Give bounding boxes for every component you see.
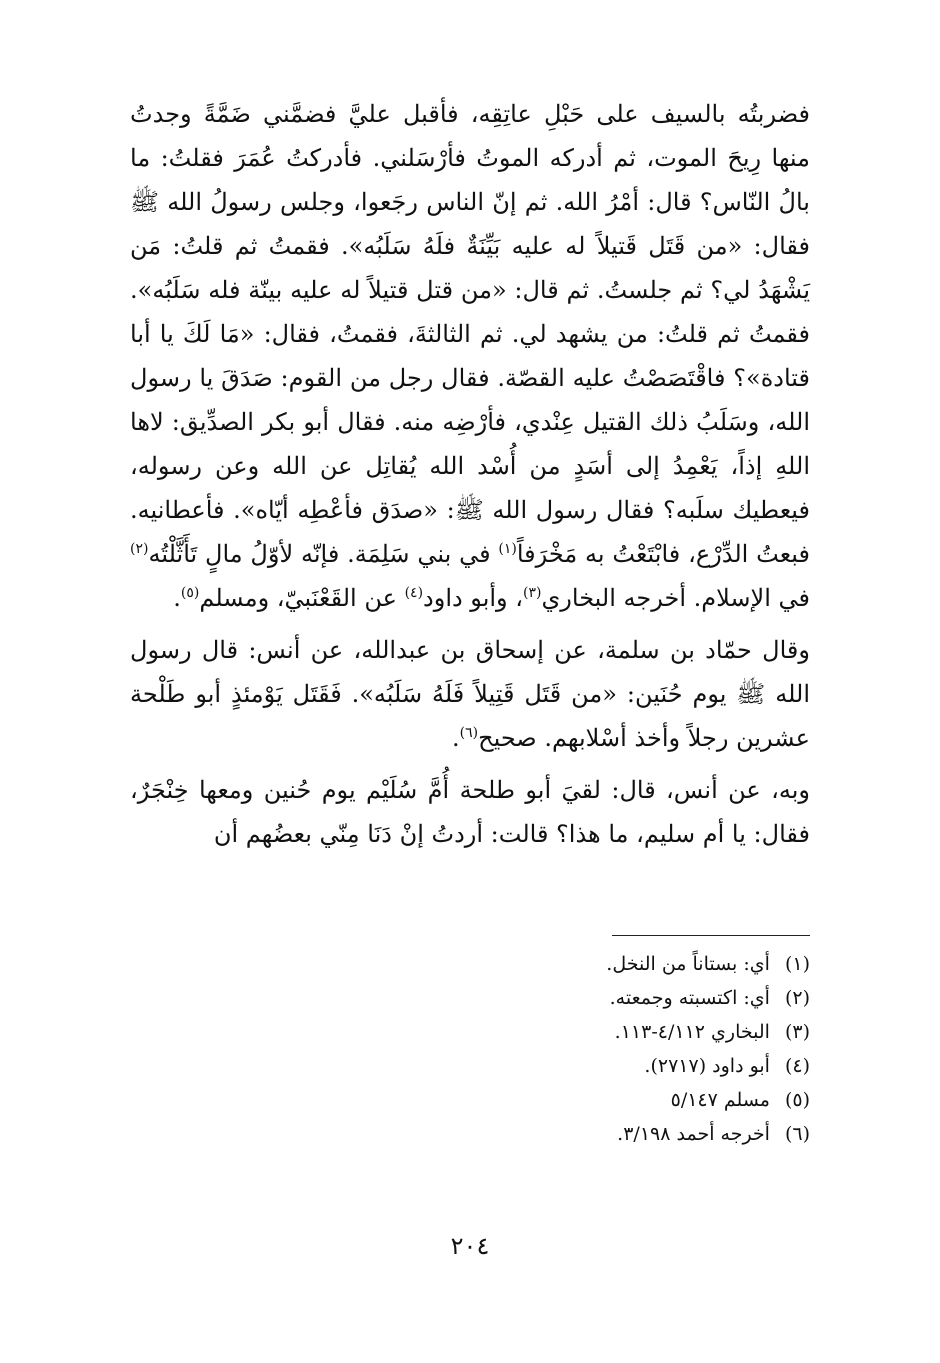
body-paragraph xyxy=(130,768,810,856)
footnote-item xyxy=(430,1117,810,1151)
footnote-number: (٦) xyxy=(784,1123,810,1145)
footnote-reference: (٢) xyxy=(130,541,149,557)
footnote-number: (١) xyxy=(784,953,810,975)
paragraph-text: ، وأبو داود xyxy=(423,584,524,612)
footnote-reference: (٤) xyxy=(404,585,424,601)
footnote-reference: (١) xyxy=(498,541,517,557)
footnote-text: أخرجه أحمد ٣/١٩٨. xyxy=(617,1123,770,1145)
footnote-number: (٢) xyxy=(784,987,810,1009)
footnote-item xyxy=(430,1083,810,1117)
paragraph-text: عن القَعْنَبيّ، ومسلم xyxy=(199,584,405,612)
paragraph-text: . xyxy=(173,584,181,612)
footnote-reference: (٥) xyxy=(180,585,200,601)
body-paragraph xyxy=(130,628,810,760)
paragraph-text: فضربتُه بالسيف على حَبْلِ عاتِقِه، فأقبل عليَّ فضمَّني ضَمَّةً وجدتُ منها رِيحَ الموت، ثم أدركه الموتُ فأرْسَلني. فأدركتُ عُمَرَ فقلتُ: ما بالُ النّاس؟ قال: أمْرُ الله. ثم إنّ الناس رجَعوا، وجلس رسولُ الله ﷺ فقال: «من قَتَل قَتيلاً له عليه بَيِّنَةٌ فلَهُ سَلَبُه». فقمتُ ثم قلتُ: مَن يَشْهَدُ لي؟ ثم جلستُ. ثم قال: «من قتل قتيلاً له عليه بينّة فله سَلَبُه». فقمتُ ثم قلتُ: من يشهد لي. ثم الثالثةَ، فقمتُ، فقال: «مَا لَكَ يا أبا قتادة»؟ فاقْتَصَصْتُ عليه القصّة. فقال رجل من القوم: صَدَقَ يا رسول الله، وسَلَبُ ذلك القتيل عِنْدي، فأرْضِه منه. فقال أبو بكر الصدِّيق: لاها اللهِ إذاً، يَعْمِدُ إلى أسَدٍ من أُسْد الله يُقاتِل عن الله وعن رسوله، فيعطيك سلَبه؟ فقال رسول الله ﷺ: «صدَق فأعْطِه أيّاه». فأعطانيه. فبعتُ الدِّرْع، فابْتَعْتُ به مَخْرَفاً xyxy=(130,100,810,568)
footnotes-list xyxy=(430,947,810,1151)
footnote-text: أي: اكتسبته وجمعته. xyxy=(609,987,770,1009)
footnote-text: أي: بستاناً من النخل. xyxy=(606,953,770,975)
footnote-reference: (٦) xyxy=(459,725,479,741)
footnote-item xyxy=(430,947,810,981)
paragraph-text: في بني سَلِمَة. فإنّه لأوّلُ مالٍ تَأَثَّلْتُه xyxy=(148,540,499,568)
footnote-number: (٤) xyxy=(784,1055,810,1077)
page-number: ٢٠٤ xyxy=(450,1232,490,1260)
main-text xyxy=(130,92,810,856)
paragraph-text: في الإسلام. أخرجه البخاري xyxy=(541,584,810,612)
footnote-reference: (٣) xyxy=(523,585,542,601)
footnote-item xyxy=(430,981,810,1015)
footnote-item xyxy=(430,1015,810,1049)
footnote-separator xyxy=(612,935,810,936)
footnote-text: البخاري ٤/١١٢-١١٣. xyxy=(614,1021,770,1043)
paragraph-text: وبه، عن أنس، قال: لقيَ أبو طلحة أُمَّ سُلَيْم يوم حُنين ومعها خِنْجَرٌ، فقال: يا أم سليم، ما هذا؟ قالت: أردتُ إنْ دَنَا مِنّي بعضُهم أن xyxy=(130,776,810,848)
paragraph-text: . xyxy=(451,724,460,752)
footnote-number: (٣) xyxy=(784,1021,810,1043)
footnote-text: مسلم ٥/١٤٧ xyxy=(670,1089,770,1111)
footnote-item xyxy=(430,1049,810,1083)
footnote-number: (٥) xyxy=(784,1089,810,1111)
footnote-text: أبو داود (٢٧١٧). xyxy=(644,1055,770,1077)
paragraph-text: وقال حمّاد بن سلمة، عن إسحاق بن عبدالله، عن أنس: قال رسول الله ﷺ يوم حُنَين: «من قَتَل قَتِيلاً فَلَهُ سَلَبُه». فَقَتَل يَوْمئذٍ أبو طَلْحة عشرين رجلاً وأخذ أسْلابهم. صحيح xyxy=(130,636,810,752)
body-paragraph xyxy=(130,92,810,620)
